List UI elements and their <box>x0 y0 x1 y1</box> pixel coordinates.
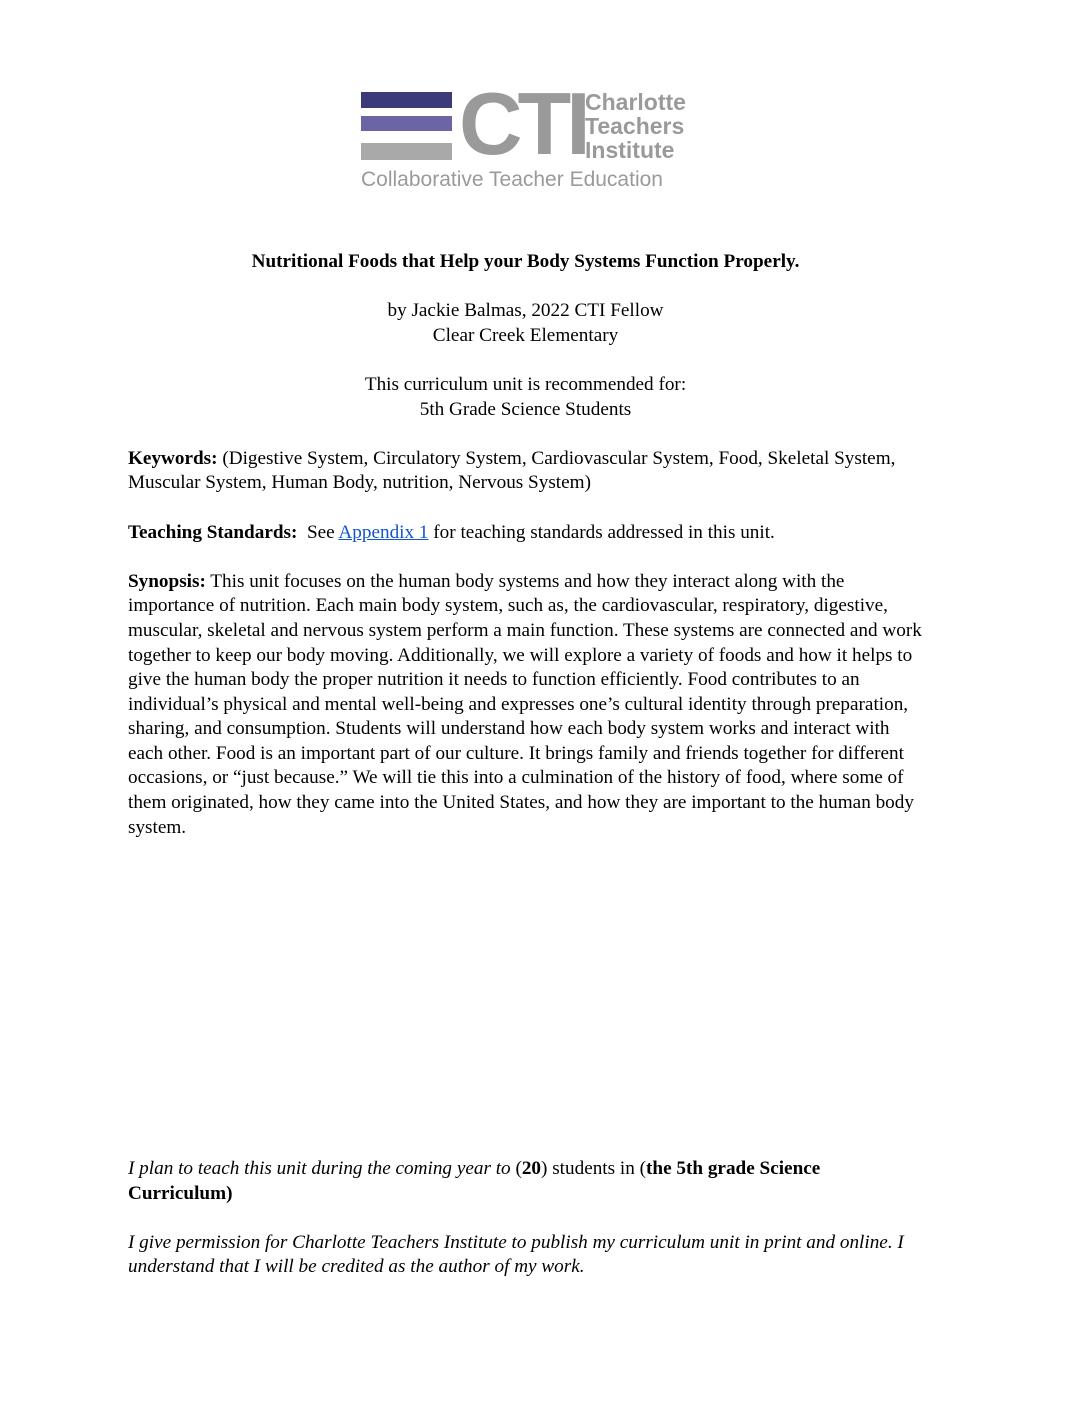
recommended-audience: 5th Grade Science Students <box>419 398 632 420</box>
logo-bar-mid <box>361 116 452 131</box>
plan-mid-text: ) students in ( <box>541 1158 647 1179</box>
standards-text-after: for teaching standards addressed in this unit. <box>428 521 775 543</box>
cti-logo <box>355 74 717 198</box>
standards-label: Teaching Standards: <box>128 521 298 543</box>
logo-org-line: Institute <box>585 137 675 163</box>
appendix-1-link[interactable]: Appendix 1 <box>338 521 429 543</box>
synopsis-paragraph <box>128 570 923 841</box>
author-block <box>128 299 923 348</box>
keywords-text: (Digestive System, Circulatory System, Cardiovascular System, Food, Skeletal System, Muscular System, Human Body, nutrition, Nervous System) <box>128 447 896 494</box>
plan-intro: I plan to teach this unit during the coming year to <box>128 1158 511 1179</box>
keywords-paragraph <box>128 447 923 496</box>
logo-mark: CTI <box>459 74 586 173</box>
document-body <box>128 250 923 840</box>
logo-tagline: Collaborative Teacher Education <box>361 168 663 191</box>
plan-statement <box>128 1157 923 1206</box>
school-name: Clear Creek Elementary <box>432 324 619 346</box>
plan-open-paren: ( <box>510 1158 522 1179</box>
recommendation-block <box>128 373 923 422</box>
synopsis-label: Synopsis: <box>128 570 206 592</box>
standards-paragraph <box>128 521 923 546</box>
keywords-label: Keywords: <box>128 447 218 469</box>
logo-org-name <box>585 90 686 162</box>
logo-bar-dark <box>361 92 452 108</box>
plan-course: the 5th grade Science Curriculum) <box>128 1158 821 1204</box>
student-count: 20 <box>521 1158 542 1179</box>
permission-statement: I give permission for Charlotte Teachers Institute to publish my curriculum unit in print and online. I understand that I will be credited as the author of my work. <box>128 1231 904 1278</box>
recommended-intro: This curriculum unit is recommended for: <box>364 373 687 395</box>
document-footer <box>128 1157 923 1280</box>
logo-org-line: Teachers <box>585 113 685 139</box>
document-title: Nutritional Foods that Help your Body Systems Function Properly. <box>251 251 800 272</box>
logo-bar-light <box>361 143 452 160</box>
synopsis-text: This unit focuses on the human body systems and how they interact along with the importance of nutrition. Each main body system, such as, the cardiovascular, respiratory, digestive, muscular, skeletal and nervous system perform a main function. These systems are connected and work together to keep our body moving. Additionally, we will explore a variety of foods and how it helps to give the human body the proper nutrition it needs to function efficiently. Food contributes to an individual’s physical and mental well-being and expresses one’s cultural identity through preparation, sharing, and consumption. Students will understand how each body system works and interact with each other. Food is an important part of our culture. It brings family and friends together for different occasions, or “just because.” We will tie this into a culmination of the history of food, where some of them originated, how they came into the United States, and how they are important to the human body system. <box>128 570 922 838</box>
logo-org-line: Charlotte <box>585 89 686 115</box>
standards-text-before: See <box>297 521 339 543</box>
author-byline: by Jackie Balmas, 2022 CTI Fellow <box>387 300 664 322</box>
